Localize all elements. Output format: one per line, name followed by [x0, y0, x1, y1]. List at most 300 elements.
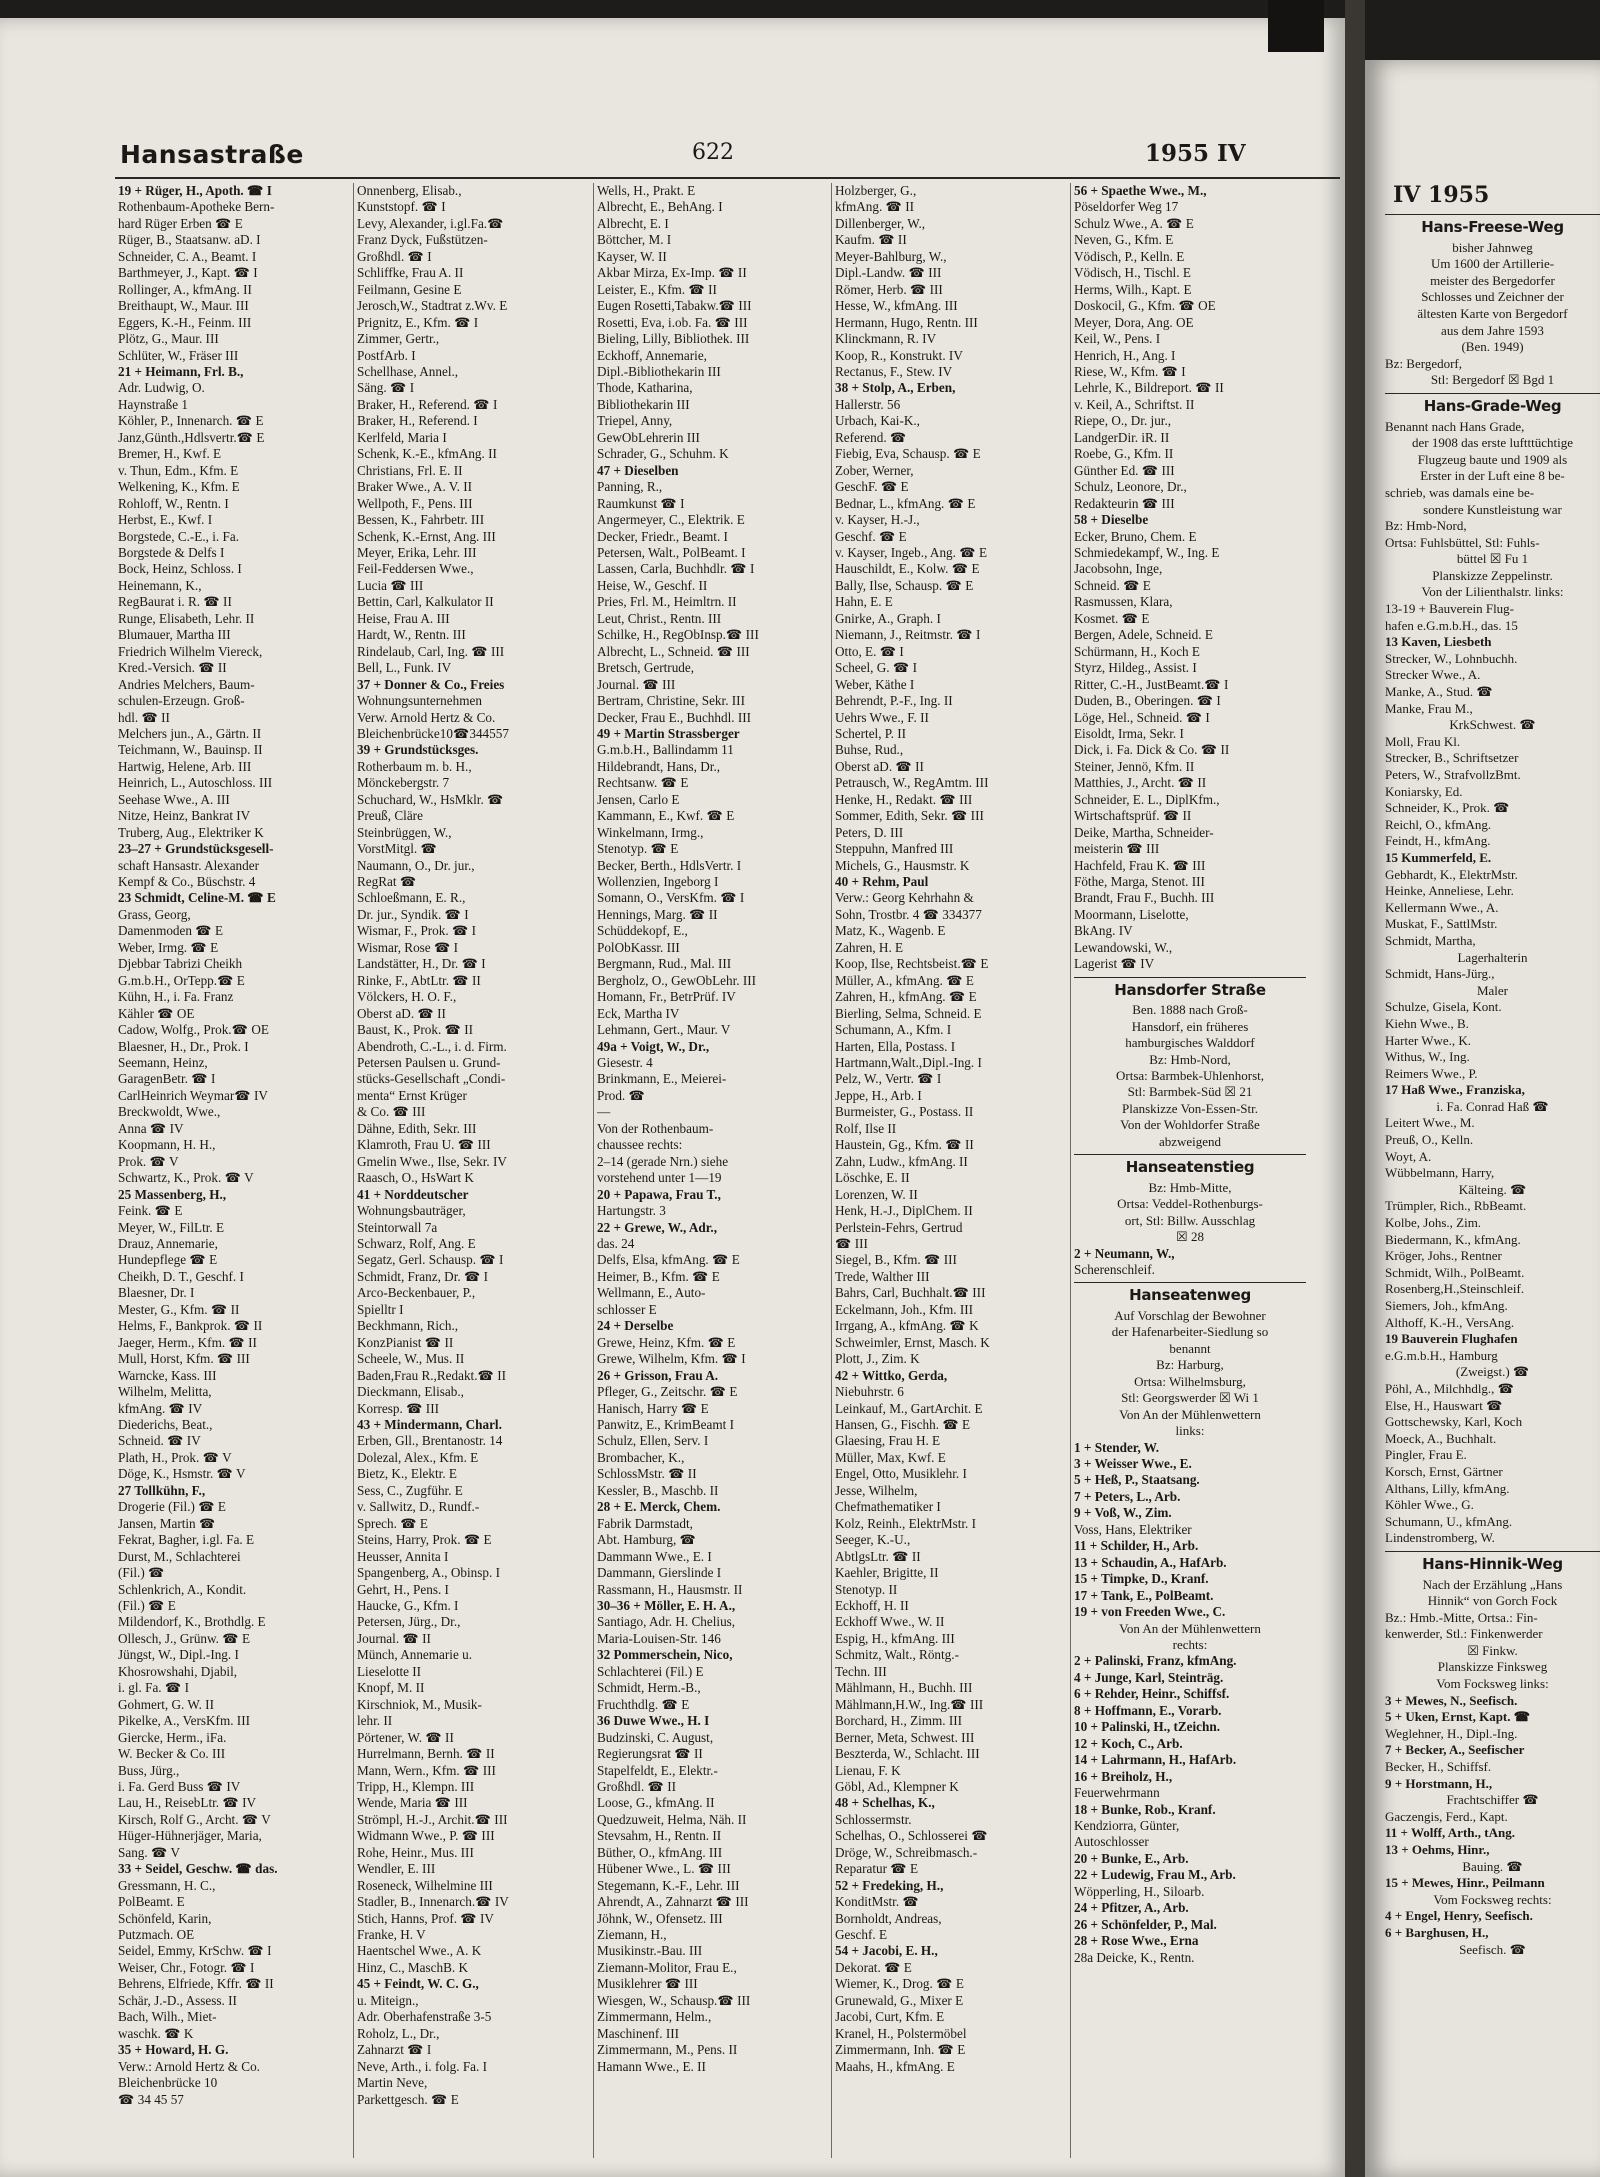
- directory-entry-line: Khosrowshahi, Djabil,: [118, 1663, 238, 1679]
- directory-entry-line: Lehrle, K., Bildreport. ☎ II: [1074, 380, 1224, 396]
- directory-entry-line: Keil, W., Pens. I: [1074, 331, 1161, 347]
- directory-entry-line: 15 + Mewes, Hinr., Peilmann: [1385, 1875, 1545, 1891]
- directory-entry-line: Wöpperling, H., Siloarb.: [1074, 1883, 1205, 1899]
- directory-entry-line: schlosser E: [597, 1301, 657, 1317]
- directory-entry-line: Eckhoff, H. II: [835, 1597, 909, 1613]
- directory-entry-line: Mählmann, H., Buchh. III: [835, 1680, 973, 1696]
- directory-entry-line: Chefmathematiker I: [835, 1499, 941, 1515]
- directory-entry-line: 6 + Barghusen, H.,: [1385, 1924, 1489, 1940]
- directory-entry-line: stücks-Gesellschaft „Condi-: [357, 1071, 506, 1087]
- directory-entry-line: Adr. Oberhafenstraße 3-5: [357, 2009, 492, 2025]
- directory-entry-line: Kosmet. ☎ E: [1074, 610, 1150, 626]
- directory-entry-line: Woyt, A.: [1385, 1148, 1432, 1164]
- directory-entry-line: Kaufm. ☎ II: [835, 232, 907, 248]
- directory-entry-line: Wellmann, E., Auto-: [597, 1285, 706, 1301]
- directory-entry-line: Deike, Martha, Schneider-: [1074, 824, 1214, 840]
- directory-entry-line: 32 Pommerschein, Nico,: [597, 1647, 733, 1663]
- directory-entry-line: 52 + Fredeking, H.,: [835, 1877, 944, 1893]
- directory-entry-line: Janz,Günth.,Hdlsvertr.☎ E: [118, 429, 265, 445]
- directory-entry-line: Sess, C., Zugführ. E: [357, 1482, 463, 1498]
- directory-entry-line: Stich, Hanns, Prof. ☎ IV: [357, 1910, 494, 1926]
- directory-entry-line: Moll, Frau Kl.: [1385, 733, 1461, 749]
- directory-entry-line: Rinke, F., AbtLtr. ☎ II: [357, 972, 481, 988]
- directory-entry-line: Heimer, B., Kfm. ☎ E: [597, 1268, 720, 1284]
- directory-entry-line: Dolezal, Alex., Kfm. E: [357, 1449, 479, 1465]
- directory-entry-line: Stenotyp. II: [835, 1581, 898, 1597]
- directory-entry-line: Kiehn Wwe., B.: [1385, 1015, 1469, 1031]
- directory-entry-line: Helms, F., Bankprok. ☎ II: [118, 1318, 263, 1334]
- directory-entry-line: schulen-Erzeugn. Groß-: [118, 693, 245, 709]
- directory-entry-line: Stapelfeldt, E., Elektr.-: [597, 1762, 718, 1778]
- directory-entry-line: hard Rüger Erben ☎ E: [118, 215, 243, 231]
- directory-entry-line: Leinkauf, M., GartArchit. E: [835, 1400, 983, 1416]
- directory-entry-line: Schmidt, Franz, Dr. ☎ I: [357, 1268, 489, 1284]
- directory-entry-line: Von der Rothenbaum-: [597, 1120, 714, 1136]
- directory-entry-line: Wiemer, K., Drog. ☎ E: [835, 1976, 964, 1992]
- directory-entry-line: Decker, Friedr., Beamt. I: [597, 528, 728, 544]
- directory-entry-line: 4 + Junge, Karl, Steinträg.: [1074, 1669, 1224, 1685]
- directory-entry-line: Uehrs Wwe., F. II: [835, 709, 929, 725]
- directory-entry-line: Fiebig, Eva, Schausp. ☎ E: [835, 446, 981, 462]
- directory-entry-line: Petersen, Jürg., Dr.,: [357, 1614, 461, 1630]
- directory-entry-line: Spielltr I: [357, 1301, 404, 1317]
- directory-entry-line: Schertel, P. II: [835, 725, 907, 741]
- directory-entry-line: i. Fa. Conrad Haß ☎: [1436, 1098, 1549, 1114]
- directory-entry-line: Schlachterei (Fil.) E: [597, 1663, 704, 1679]
- directory-entry-line: Hansdorf, ein früheres: [1131, 1018, 1249, 1034]
- directory-entry-line: (Fil.) ☎ E: [118, 1597, 176, 1613]
- directory-entry-line: Delfs, Elsa, kfmAng. ☎ E: [597, 1252, 740, 1268]
- directory-entry-line: Wohnungsunternehmen: [357, 693, 482, 709]
- directory-entry-line: Kerlfeld, Maria I: [357, 429, 447, 445]
- directory-entry-line: Vom Focksweg links:: [1436, 1676, 1549, 1692]
- right-page-column: [1385, 210, 1600, 1958]
- directory-entry-line: Geschf. ☎ E: [835, 528, 907, 544]
- directory-entry-line: Landstätter, H., Dr. ☎ I: [357, 956, 486, 972]
- directory-entry-line: Schlenkrich, A., Kondit.: [118, 1581, 247, 1597]
- directory-entry-line: Dick, i. Fa. Dick & Co. ☎ II: [1074, 742, 1230, 758]
- directory-entry-line: Hachfeld, Frau K. ☎ III: [1074, 857, 1206, 873]
- directory-entry-line: Bremer, H., Kwf. E: [118, 446, 222, 462]
- directory-entry-line: 7 + Peters, L., Arb.: [1074, 1488, 1181, 1504]
- directory-entry-line: Kolz, Reinh., ElektrMstr. I: [835, 1515, 977, 1531]
- directory-entry-line: Ortsa: Wilhelmsburg,: [1134, 1373, 1246, 1389]
- directory-entry-line: Jüngst, W., Dipl.-Ing. I: [118, 1647, 239, 1663]
- column-5: [1074, 183, 1306, 2163]
- directory-entry-line: Drauz, Annemarie,: [118, 1236, 218, 1251]
- directory-entry-line: Seehase Wwe., A. III: [118, 791, 230, 807]
- column-3: [597, 183, 829, 2163]
- directory-entry-line: Braker Wwe., A. V. II: [357, 479, 473, 495]
- directory-entry-line: Haentschel Wwe., A. K: [357, 1943, 482, 1959]
- directory-entry-line: Santiago, Adr. H. Chelius,: [597, 1614, 736, 1630]
- directory-entry-line: Schmidt, Wilh., PolBeamt.: [1385, 1264, 1525, 1280]
- directory-entry-line: Maahs, H., kfmAng. E: [835, 2058, 955, 2074]
- directory-entry-line: vorstehend unter 1—19: [597, 1170, 722, 1186]
- directory-entry-line: 47 + Dieselben: [597, 462, 679, 478]
- directory-entry-line: Verw.: Arnold Hertz & Co.: [118, 2058, 260, 2074]
- directory-entry-line: Buhse, Rud.,: [835, 742, 904, 758]
- directory-entry-line: Neven, G., Kfm. E: [1074, 232, 1174, 248]
- directory-entry-line: Eugen Rosetti,Tabakw.☎ III: [597, 298, 752, 314]
- directory-entry-line: Schneider, K., Prok. ☎: [1385, 800, 1510, 816]
- directory-entry-line: Urbach, Kai-K.,: [835, 413, 920, 429]
- directory-entry-line: Reimers Wwe., P.: [1385, 1065, 1478, 1081]
- directory-entry-line: ☒ Finkw.: [1467, 1642, 1518, 1658]
- directory-entry-line: Regierungsrat ☎ II: [597, 1746, 703, 1762]
- directory-entry-line: BkAng. IV: [1074, 923, 1133, 939]
- directory-entry-line: Hesse, W., kfmAng. III: [835, 298, 958, 314]
- directory-entry-line: 13 + Oehms, Hinr.,: [1385, 1842, 1490, 1857]
- directory-entry-line: Köhler, P., Innenarch. ☎ E: [118, 413, 264, 429]
- directory-entry-line: Schönfeld, Karin,: [118, 1910, 212, 1926]
- directory-entry-line: Diederichs, Beat.,: [118, 1416, 213, 1432]
- directory-entry-line: ältesten Karte von Bergedorf: [1417, 305, 1568, 321]
- directory-entry-line: Lagerhalterin: [1457, 949, 1528, 965]
- directory-entry-line: chaussee rechts:: [597, 1137, 683, 1153]
- directory-entry-line: PolObKassr. III: [597, 939, 680, 955]
- directory-entry-line: Frachtschiffer ☎: [1446, 1792, 1539, 1808]
- directory-entry-line: Bock, Heinz, Schloss. I: [118, 561, 242, 577]
- directory-entry-line: Irrgang, A., kfmAng. ☎ K: [835, 1318, 979, 1334]
- directory-entry-line: Onnenberg, Elisab.,: [357, 183, 462, 198]
- directory-entry-line: Kayser, W. II: [597, 248, 667, 264]
- directory-entry-line: Zimmer, Gertr.,: [357, 331, 440, 347]
- directory-entry-line: Brombacher, K.,: [597, 1449, 685, 1465]
- directory-entry-line: Feil-Feddersen Wwe.,: [357, 561, 474, 577]
- street-title: Hansastraße: [120, 140, 304, 169]
- directory-entry-line: 2–14 (gerade Nrn.) siehe: [597, 1153, 729, 1169]
- directory-entry-line: 3 + Mewes, N., Seefisch.: [1385, 1692, 1518, 1708]
- directory-entry-line: Fekrat, Bagher, i.gl. Fa. E: [118, 1532, 255, 1548]
- directory-entry-line: Kammann, E., Kwf. ☎ E: [597, 808, 735, 824]
- directory-entry-line: Feuerwehrmann: [1074, 1785, 1160, 1801]
- directory-entry-line: Dammann, Gierslinde I: [597, 1565, 722, 1581]
- directory-entry-line: PolBeamt. E: [118, 1894, 185, 1910]
- directory-entry-line: Baden,Frau R.,Redakt.☎ II: [357, 1367, 507, 1383]
- directory-entry-line: Preuß, O., Kelln.: [1385, 1132, 1474, 1148]
- directory-entry-line: Bz: Hmb-Nord,: [1385, 518, 1467, 534]
- directory-entry-line: Von der Wohldorfer Straße: [1120, 1117, 1260, 1133]
- directory-entry-line: Feindt, H., kfmAng.: [1385, 833, 1491, 849]
- directory-entry-line: schrieb, was damals eine be-: [1385, 484, 1535, 500]
- directory-entry-line: Pries, Frl. M., Heimltrn. II: [597, 594, 737, 610]
- directory-entry-line: PostfArb. I: [357, 347, 416, 363]
- directory-entry-line: rechts:: [1172, 1636, 1208, 1652]
- directory-entry-line: Verw.: Georg Kehrhahn &: [835, 890, 974, 906]
- directory-entry-line: Steintorwall 7a: [357, 1219, 438, 1235]
- column-divider: [831, 183, 832, 2158]
- directory-entry-line: 23 Schmidt, Celine-M. ☎ E: [118, 890, 276, 906]
- directory-entry-line: Homann, Fr., BetrPrüf. IV: [597, 989, 736, 1005]
- directory-entry-line: Leitert Wwe., M.: [1385, 1115, 1475, 1131]
- directory-entry-line: 27 Tollkühn, F.,: [118, 1482, 206, 1498]
- directory-entry-line: Oberst aD. ☎ II: [835, 758, 924, 774]
- directory-entry-line: Römer, Herb. ☎ III: [835, 281, 943, 297]
- directory-entry-line: 39 + Grundstücksges.: [357, 742, 479, 758]
- directory-entry-line: Zahnarzt ☎ I: [357, 2042, 432, 2058]
- directory-entry-line: Jeppe, H., Arb. I: [835, 1087, 922, 1103]
- directory-entry-line: Jöhnk, W., Ofensetz. III: [597, 1910, 723, 1926]
- directory-entry-line: Althans, Lilly, kfmAng.: [1385, 1480, 1510, 1496]
- directory-entry-line: Bleichenbrücke 10: [118, 2075, 218, 2091]
- directory-entry-line: Steppuhn, Manfred III: [835, 841, 954, 857]
- directory-entry-line: Münch, Annemarie u.: [357, 1647, 472, 1663]
- directory-entry-line: 22 + Grewe, W., Adr.,: [597, 1219, 717, 1235]
- directory-entry-line: Rollinger, A., kfmAng. II: [118, 281, 252, 297]
- directory-entry-line: Kirschniok, M., Musik-: [357, 1696, 482, 1712]
- directory-entry-line: KonzPianist ☎ II: [357, 1334, 454, 1350]
- directory-entry-line: Schneid. ☎ IV: [118, 1433, 201, 1449]
- directory-entry-line: 25 Massenberg, H.,: [118, 1186, 227, 1202]
- directory-entry-line: Jensen, Carlo E: [597, 791, 680, 807]
- directory-entry-line: —: [597, 1104, 611, 1120]
- directory-entry-line: Weiser, Chr., Fotogr. ☎ I: [118, 1959, 255, 1975]
- directory-entry-line: Eck, Martha IV: [597, 1005, 680, 1021]
- directory-entry-line: Bornholdt, Andreas,: [835, 1910, 942, 1926]
- directory-entry-line: Heise, Frau A. III: [357, 610, 450, 626]
- directory-entry-line: Herms, Wilh., Kapt. E: [1074, 281, 1192, 297]
- directory-entry-line: Blaesner, H., Dr., Prok. I: [118, 1038, 249, 1054]
- directory-entry-line: Manke, Frau M.,: [1385, 700, 1473, 716]
- directory-entry-line: Leister, E., Kfm. ☎ II: [597, 281, 717, 297]
- directory-entry-line: Steins, Harry, Prok. ☎ E: [357, 1532, 492, 1548]
- year-volume: 1955 IV: [1145, 140, 1246, 167]
- directory-entry-line: Budzinski, C. August,: [597, 1729, 714, 1745]
- column-1: [118, 183, 350, 2163]
- directory-entry-line: Kred.-Versich. ☎ II: [118, 660, 227, 676]
- directory-entry-line: Espig, H., kfmAng. III: [835, 1630, 955, 1646]
- directory-entry-line: & Co. ☎ III: [357, 1104, 426, 1120]
- directory-entry-line: Kessler, B., Maschb. II: [597, 1482, 719, 1498]
- directory-entry-line: Burmeister, G., Postass. II: [835, 1104, 974, 1120]
- directory-entry-line: 24 + Pfitzer, A., Arb.: [1074, 1900, 1189, 1916]
- directory-entry-line: Abendroth, C.-L., i. d. Firm.: [357, 1038, 507, 1054]
- directory-entry-line: Verw. Arnold Hertz & Co.: [357, 709, 496, 725]
- directory-entry-line: Kähler ☎ OE: [118, 1005, 195, 1021]
- directory-entry-line: Zimmermann, M., Pens. II: [597, 2042, 738, 2058]
- directory-entry-line: Harten, Ella, Postass. I: [835, 1038, 956, 1054]
- directory-entry-line: kfmAng. ☎ IV: [118, 1400, 203, 1416]
- directory-entry-line: 19 + Rüger, H., Apoth. ☎ I: [118, 183, 272, 198]
- directory-entry-line: Franz Dyck, Fußstützen-: [357, 232, 488, 248]
- directory-entry-line: 40 + Rehm, Paul: [835, 874, 929, 890]
- directory-entry-line: Trede, Walther III: [835, 1268, 930, 1284]
- directory-entry-line: Andries Melchers, Baum-: [118, 676, 255, 692]
- directory-entry-line: GaragenBetr. ☎ I: [118, 1071, 216, 1087]
- directory-entry-line: Mildendorf, K., Brothdlg. E: [118, 1614, 266, 1630]
- directory-entry-line: Hennings, Marg. ☎ II: [597, 906, 718, 922]
- directory-entry-line: CarlHeinrich Weymar☎ IV: [118, 1087, 268, 1103]
- directory-entry-line: 28 + Rose Wwe., Erna: [1074, 1933, 1199, 1949]
- directory-entry-line: Bleichenbrücke10☎344557: [357, 725, 509, 741]
- directory-entry-line: Ortsa: Fuhlsbüttel, Stl: Fuhls-: [1385, 534, 1540, 550]
- directory-entry-line: 19 Bauverein Flughafen: [1385, 1331, 1518, 1347]
- directory-entry-line: Seidel, Emmy, KrSchw. ☎ I: [118, 1943, 272, 1959]
- directory-entry-line: 49 + Martin Strassberger: [597, 725, 740, 741]
- directory-entry-line: RegBaurat i. R. ☎ II: [118, 594, 232, 610]
- directory-entry-line: kfmAng. ☎ II: [835, 199, 915, 215]
- directory-entry-line: (Fil.) ☎: [118, 1565, 165, 1581]
- directory-entry-line: Wende, Maria ☎ III: [357, 1795, 468, 1811]
- directory-entry-line: Bahrs, Carl, Buchhalt.☎ III: [835, 1285, 986, 1301]
- directory-entry-line: Erben, Gll., Brentanostr. 14: [357, 1433, 503, 1449]
- directory-entry-line: Schlossermstr.: [835, 1811, 912, 1827]
- street-section-heading: Hans-Freese-Weg: [1385, 214, 1600, 236]
- directory-entry-line: Braker, H., Referend. ☎ I: [357, 396, 498, 412]
- directory-entry-line: Niebuhrstr. 6: [835, 1384, 904, 1400]
- directory-entry-line: Schmidt, Hans-Jürg.,: [1385, 966, 1495, 982]
- directory-entry-line: Ben. 1888 nach Groß-: [1132, 1002, 1248, 1018]
- directory-entry-line: Büther, O., kfmAng. III: [597, 1844, 723, 1860]
- directory-entry-line: links:: [1175, 1423, 1205, 1439]
- directory-entry-line: Manke, A., Stud. ☎: [1385, 684, 1493, 700]
- directory-entry-line: 20 + Bunke, E., Arb.: [1074, 1850, 1189, 1866]
- directory-entry-line: Riepe, O., Dr. jur.,: [1074, 413, 1172, 429]
- directory-entry-line: Wismar, Rose ☎ I: [357, 939, 459, 955]
- directory-entry-line: Matthies, J., Archt. ☎ II: [1074, 775, 1207, 791]
- directory-entry-line: Hanisch, Harry ☎ E: [597, 1400, 709, 1416]
- directory-entry-line: Kühn, H., i. Fa. Franz: [118, 989, 234, 1005]
- directory-entry-line: Heusser, Annita I: [357, 1548, 449, 1564]
- directory-entry-line: 9 + Horstmann, H.,: [1385, 1775, 1493, 1791]
- directory-entry-line: Musiklehrer ☎ III: [597, 1976, 698, 1992]
- directory-entry-line: Eckelmann, Joh., Kfm. III: [835, 1301, 974, 1317]
- directory-entry-line: Muskat, F., SattlMstr.: [1385, 916, 1498, 932]
- directory-entry-line: Löge, Hel., Schneid. ☎ I: [1074, 709, 1210, 725]
- directory-entry-line: das. 24: [597, 1236, 635, 1251]
- directory-entry-line: Jaeger, Herm., Kfm. ☎ II: [118, 1334, 257, 1350]
- directory-entry-line: Fruchthdlg. ☎ E: [597, 1696, 690, 1712]
- directory-entry-line: hamburgisches Walddorf: [1125, 1035, 1255, 1051]
- directory-entry-line: Meyer, W., FilLtr. E: [118, 1219, 225, 1235]
- directory-entry-line: Bieling, Lilly, Bibliothek. III: [597, 331, 750, 347]
- directory-entry-line: Seefisch. ☎: [1459, 1941, 1526, 1957]
- directory-entry-line: bisher Jahnweg: [1452, 239, 1533, 255]
- directory-entry-line: Autoschlosser: [1074, 1834, 1149, 1850]
- directory-entry-line: 1 + Stender, W.: [1074, 1439, 1160, 1455]
- directory-entry-line: 26 + Grisson, Frau A.: [597, 1367, 719, 1383]
- street-section-heading: Hanseatenweg: [1074, 1282, 1306, 1303]
- directory-entry-line: Hinnik“ von Gorch Fock: [1427, 1593, 1558, 1609]
- directory-entry-line: 15 Kummerfeld, E.: [1385, 849, 1492, 865]
- directory-entry-line: Hansen, G., Fischh. ☎ E: [835, 1416, 971, 1432]
- directory-entry-line: Maler: [1476, 982, 1509, 998]
- directory-entry-line: Peters, D. III: [835, 824, 904, 840]
- directory-entry-line: Widmann Wwe., P. ☎ III: [357, 1828, 495, 1844]
- directory-entry-line: Petersen, Walt., PolBeamt. I: [597, 544, 746, 560]
- directory-entry-line: Musikinstr.-Bau. III: [597, 1943, 703, 1959]
- directory-entry-line: Reichl, O., kfmAng.: [1385, 816, 1492, 832]
- directory-entry-line: Fabrik Darmstadt,: [597, 1515, 693, 1531]
- directory-entry-line: v. Sallwitz, D., Rundf.-: [357, 1499, 480, 1515]
- directory-entry-line: benannt: [1169, 1340, 1211, 1356]
- directory-entry-line: kenwerder, Stl.: Finkenwerder: [1385, 1626, 1543, 1642]
- directory-entry-line: Michels, G., Hausmstr. K: [835, 857, 970, 873]
- directory-entry-line: Schürmann, H., Koch E: [1074, 643, 1200, 659]
- directory-entry-line: Beckhmann, Rich.,: [357, 1318, 459, 1334]
- directory-entry-line: hafen e.G.m.b.H., das. 15: [1385, 617, 1518, 633]
- directory-entry-line: Petersen Paulsen u. Grund-: [357, 1055, 501, 1071]
- directory-entry-line: 48 + Schelhas, K.,: [835, 1795, 935, 1811]
- directory-entry-line: Lau, H., ReisebLtr. ☎ IV: [118, 1795, 257, 1811]
- directory-entry-line: Bz.: Hmb.-Mitte, Ortsa.: Fin-: [1385, 1609, 1538, 1625]
- directory-entry-line: Martin Neve,: [357, 2075, 428, 2091]
- directory-entry-line: Hartungstr. 3: [597, 1203, 666, 1219]
- directory-entry-line: Bednar, L., kfmAng. ☎ E: [835, 495, 976, 511]
- directory-entry-line: Bach, Wilh., Miet-: [118, 2009, 217, 2025]
- directory-entry-line: Eggers, K.-H., Feinm. III: [118, 314, 252, 330]
- directory-entry-line: Strecker, B., Schriftsetzer: [1385, 750, 1519, 766]
- directory-entry-line: Harter Wwe., K.: [1385, 1032, 1472, 1048]
- directory-entry-line: 2 + Neumann, W.,: [1074, 1245, 1175, 1261]
- directory-entry-line: Döge, K., Hsmstr. ☎ V: [118, 1466, 246, 1482]
- directory-entry-line: Breckwoldt, Wwe.,: [118, 1104, 221, 1120]
- directory-entry-line: Haustein, Gg., Kfm. ☎ II: [835, 1137, 974, 1153]
- directory-entry-line: Bz: Hmb-Mitte,: [1148, 1179, 1232, 1195]
- directory-entry-line: Winkelmann, Irmg.,: [597, 824, 704, 840]
- directory-entry-line: Dröge, W., Schreibmasch.-: [835, 1844, 978, 1860]
- directory-entry-line: 15 + Timpke, D., Kranf.: [1074, 1571, 1209, 1587]
- directory-entry-line: Stenotyp. ☎ E: [597, 841, 679, 857]
- directory-entry-line: Schmidt, Martha,: [1385, 932, 1476, 948]
- directory-entry-line: Rosenberg,H.,Steinschleif.: [1385, 1281, 1525, 1297]
- directory-entry-line: SchlossMstr. ☎ II: [597, 1466, 697, 1482]
- directory-entry-line: Adr. Ludwig, O.: [118, 380, 205, 396]
- directory-entry-line: RegRat ☎: [357, 874, 417, 890]
- directory-entry-line: Brandt, Frau F., Buchh. III: [1074, 890, 1215, 906]
- directory-entry-line: Meyer, Dora, Ang. OE: [1074, 314, 1194, 330]
- directory-entry-line: v. Kayser, H.-J.,: [835, 512, 920, 528]
- page-number: 622: [692, 140, 734, 165]
- directory-entry-line: Blumauer, Martha III: [118, 627, 231, 643]
- directory-entry-line: Löschke, E. II: [835, 1170, 910, 1186]
- directory-entry-line: Drogerie (Fil.) ☎ E: [118, 1499, 226, 1515]
- directory-entry-line: Behrendt, P.-F., Ing. II: [835, 693, 953, 709]
- directory-entry-line: Glaesing, Frau H. E: [835, 1433, 941, 1449]
- directory-entry-line: Dr. jur., Syndik. ☎ I: [357, 906, 469, 922]
- directory-entry-line: KonditMstr. ☎: [835, 1894, 919, 1910]
- directory-entry-line: Blaesner, Dr. I: [118, 1285, 195, 1301]
- directory-entry-line: Feink. ☎ E: [118, 1203, 183, 1219]
- directory-entry-line: Wollenzien, Ingeborg I: [597, 874, 719, 890]
- directory-entry-line: Anna ☎ IV: [118, 1120, 184, 1136]
- directory-entry-line: Schneid. ☎ E: [1074, 577, 1151, 593]
- directory-entry-line: Schlosses und Zeichner der: [1421, 289, 1564, 305]
- directory-entry-line: 18 + Bunke, Rob., Kranf.: [1074, 1801, 1216, 1817]
- directory-entry-line: 54 + Jacobi, E. H.,: [835, 1943, 938, 1959]
- directory-entry-line: Weber, Irmg. ☎ E: [118, 939, 219, 955]
- directory-entry-line: Hauschildt, E., Kolw. ☎ E: [835, 561, 980, 577]
- directory-entry-line: Kellermann Wwe., A.: [1385, 899, 1499, 915]
- directory-entry-line: 43 + Mindermann, Charl.: [357, 1416, 502, 1432]
- directory-entry-line: Rechtsanw. ☎ E: [597, 775, 689, 791]
- directory-entry-line: Hildebrandt, Hans, Dr.,: [597, 758, 721, 774]
- directory-entry-line: Bierling, Selma, Schneid. E: [835, 1005, 982, 1021]
- directory-entry-line: Borgstede, C.-E., i. Fa.: [118, 528, 239, 544]
- directory-entry-line: Kälteing. ☎: [1458, 1181, 1527, 1197]
- column-divider: [593, 183, 594, 2158]
- directory-entry-line: 3 + Weisser Wwe., E.: [1074, 1455, 1192, 1471]
- directory-entry-line: hdl. ☎ II: [118, 709, 170, 725]
- directory-entry-line: Pikelke, A., VersKfm. III: [118, 1713, 250, 1729]
- directory-entry-line: Von An der Mühlenwettern: [1119, 1406, 1261, 1422]
- directory-entry-line: Lehmann, Gert., Maur. V: [597, 1022, 731, 1038]
- directory-entry-line: Wendler, E. III: [357, 1861, 436, 1877]
- directory-entry-line: Rassmann, H., Hausmstr. II: [597, 1581, 743, 1597]
- directory-entry-line: Borchard, H., Zimm. III: [835, 1713, 963, 1729]
- directory-entry-line: i. gl. Fa. ☎ I: [118, 1680, 190, 1696]
